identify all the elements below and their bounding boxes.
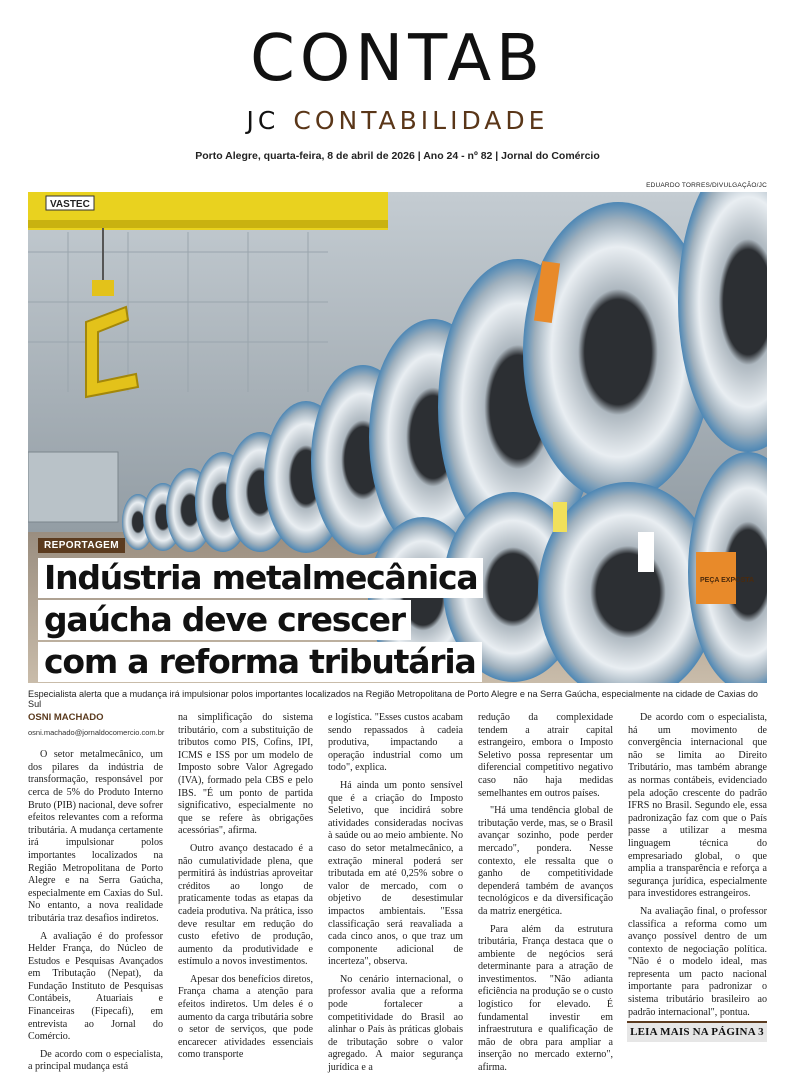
column-5: [628, 712, 767, 1024]
headline: [38, 558, 483, 684]
paragraph: redução da complexidade tendem a atrair capital estrangeiro, embora o Imposto Seletivo possa representar um diferencial competitivo negativo caso não haja medidas semelhantes em outros países.: [478, 712, 613, 799]
column-1: [28, 712, 163, 1079]
masthead-section: CONTABILIDADE: [293, 106, 549, 135]
paragraph: Para além da estrutura tributária, França destaca que o ambiente de negócios será determinante para a atração de investimentos. "Não adianta eficiência na produção se o custo logístico for elevado. É fundamental investir em infraestrutura e qualificação de mão de obra para ampliar a inserção no mercado externo", afirma.: [478, 923, 613, 1074]
crane-sign: VASTEC: [50, 199, 90, 210]
paragraph: Há ainda um ponto sensível que é a criação do Imposto Seletivo, que incidirá sobre atividades consideradas nocivas à saúde ou ao meio ambiente. No caso do setor metalmecânico, a extração mineral poderá ser tributada em até 0,25% sobre o valor de mercado, com o objetivo de desestimular impactos ambientais. "Essa classificação será reavaliada a cada cinco anos, o que traz um componente adicional de incerteza", observa.: [328, 779, 463, 968]
paragraph: Apesar dos benefícios diretos, França chama a atenção para efeitos indiretos. Um deles é o aumento da carga tributária sobre o setor de serviços, que pode encarecer atividades essenciais como transporte: [178, 973, 313, 1061]
author-name: OSNI MACHADO: [28, 712, 104, 723]
headline-line-1: Indústria metalmecânica: [38, 558, 483, 598]
dateline: Porto Alegre, quarta-feira, 8 de abril de 2026 | Ano 24 - nº 82 | Jornal do Comércio: [195, 150, 600, 162]
paragraph: Outro avanço destacado é a não cumulatividade plena, que permitirá às indústrias aproveitar créditos ao longo de praticamente todas as etapas da cadeia produtiva. Na prática, isso deve resultar em redução do custo efetivo de produção, aumento da produtividade e estímulo a novos investimentos.: [178, 842, 313, 968]
masthead-jc: JC: [246, 106, 280, 135]
paragraph: O setor metalmecânico, um dos pilares da indústria de transformação, responsável por cerca de 5% do Produto Interno Bruto (PIB) nacional, deve sofrer efeitos relevantes com a reforma tributária. A mudança certamente irá impulsionar polos importantes localizados na Região Metropolitana de Porto Alegre e na Serra Gaúcha, especialmente em Caxias do Sul. No entanto, a nova realidade tributária traz desafios indiretos.: [28, 749, 163, 924]
paragraph: De acordo com o especialista, há um movimento de convergência internacional que não se limita ao Direito Tributário, mas também abrange as normas contábeis, evidenciado pela adoção crescente do padrão IFRS no Brasil. Segundo ele, essa padronização faz com que o País passe a utilizar a mesma linguagem técnica do empresariado global, o que amplia a transparência e reforça a segurança jurídica, especialmente para investidores estrangeiros.: [628, 712, 767, 900]
paragraph: Na avaliação final, o professor classifica a reforma como um avanço possível dentro de um contexto de negociação política. "Não é o modelo ideal, mas representa um pacto nacional importante para padronizar o sistema tributário brasileiro ao padrão internacional", pontua.: [628, 905, 767, 1018]
masthead-logo: CONTAB: [250, 22, 545, 96]
paragraph: De acordo com o especialista, a principal mudança está: [28, 1048, 163, 1073]
paragraph: A avaliação é do professor Helder França, do Núcleo de Estudos e Pesquisas Avançados em Tributação (Nepat), da Fundação Instituto de Pesquisas Contábeis, Atuariais e Financeiras (Fipecafi), em entrevista ao Jornal do Comércio.: [28, 930, 163, 1043]
column-3: [328, 712, 463, 1080]
photo-caption: Especialista alerta que a mudança irá impulsionar polos importantes localizados na Região Metropolitana de Porto Alegre e na Serra Gaúcha, especialmente na cidade de Caxias do Sul: [28, 689, 758, 709]
read-more-link[interactable]: LEIA MAIS NA PÁGINA 3: [627, 1021, 767, 1042]
headline-line-3: com a reforma tributária: [38, 642, 482, 682]
coil-label: PEÇA EXPOSTA: [700, 577, 755, 584]
masthead-subtitle: [0, 106, 795, 136]
paragraph: na simplificação do sistema tributário, com a substituição de tributos como PIS, Cofins, IPI, ICMS e ISS por um modelo de Imposto sobre Valor Agregado (IVA), formado pela CBS e pelo IBS. "É um ponto de partida significativo, especialmente no que se refere às obrigações acessórias", afirma.: [178, 712, 313, 837]
column-2: [178, 712, 313, 1067]
photo-credit: EDUARDO TORRES/DIVULGAÇÃO/JC: [646, 182, 767, 189]
headline-line-2: gaúcha deve crescer: [38, 600, 411, 640]
section-tag: REPORTAGEM: [38, 538, 125, 553]
column-4: [478, 712, 613, 1080]
paragraph: No cenário internacional, o professor avalia que a reforma pode fortalecer a competitividade do Brasil ao alinhar o País às práticas globais de tributação sobre o valor agregado. A maior segurança jurídica e a: [328, 973, 463, 1074]
author-email: osni.machado@jornaldocomercio.com.br: [28, 727, 165, 737]
paragraph: "Há uma tendência global de tributação verde, mas, se o Brasil avançar sozinho, pode perder mercado", pondera. Nesse contexto, ele ressalta que o ganho de competitividade dependerá também de avanços tecnológicos e da diversificação da matriz energética.: [478, 805, 613, 917]
paragraph: e logística. "Esses custos acabam sendo repassados à cadeia produtiva, impactando a operação industrial como um todo", explica.: [328, 712, 463, 774]
